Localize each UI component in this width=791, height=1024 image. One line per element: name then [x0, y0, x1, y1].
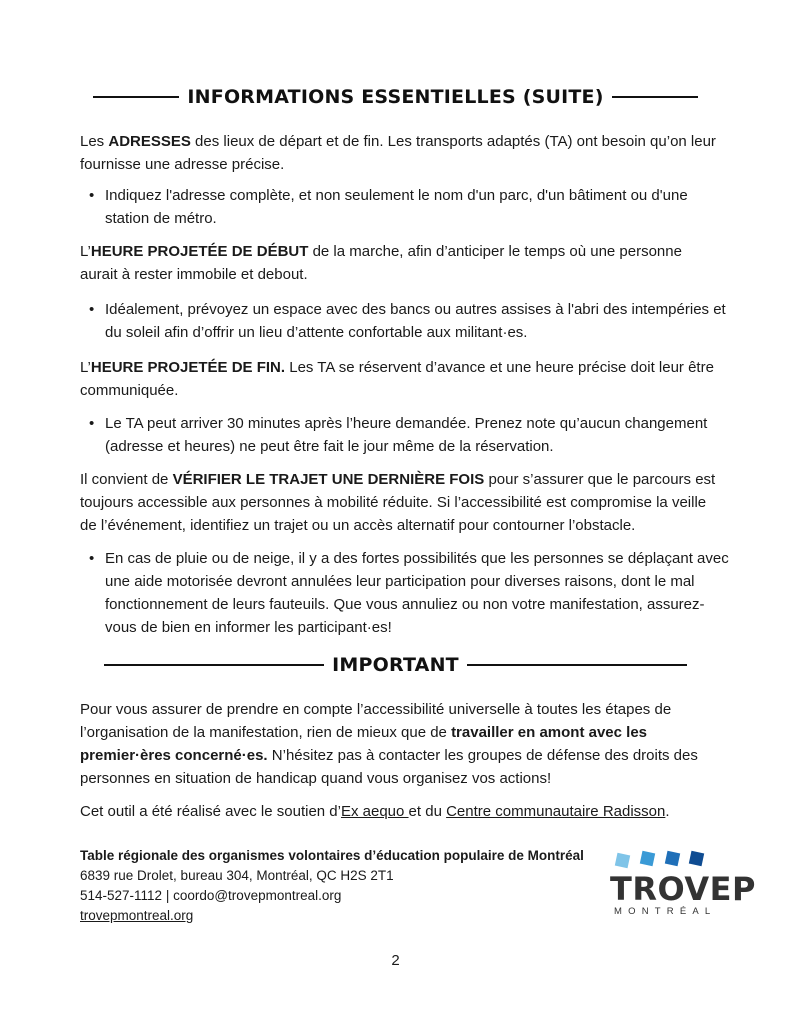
- logo-square-icon: [689, 851, 704, 866]
- addresses-bold: ADRESSES: [108, 133, 191, 150]
- heading-rule-left: [93, 96, 179, 98]
- section-heading-essentials: [80, 86, 711, 108]
- logo-square-icon: [640, 851, 655, 866]
- paragraph-end-time: L’HEURE PROJETÉE DE FIN. Les TA se réservent d’avance et une heure précise doit leur être communiquée.: [80, 359, 714, 399]
- bullet-start-time: • Idéalement, prévoyez un espace avec des bancs ou autres assises à l'abri des intempéries et du soleil afin d’offrir un lieu d’attente confortable aux militant·es.: [89, 298, 733, 344]
- footer-contact-line: 514-527-1112 | coordo@trovepmontreal.org: [80, 888, 342, 903]
- heading-rule-right: [612, 96, 698, 98]
- page-number: 2: [391, 952, 400, 969]
- section-heading-important: [80, 654, 711, 676]
- footer-contact: [80, 846, 600, 926]
- footer-org-name: Table régionale des organismes volontaires d’éducation populaire de Montréal: [80, 848, 584, 863]
- radisson-link[interactable]: Centre communautaire Radisson: [446, 803, 666, 820]
- ex-aequo-link[interactable]: Ex aequo: [340, 803, 409, 820]
- logo-subtitle: MONTRÉAL: [614, 906, 717, 917]
- trovep-logo: [606, 852, 756, 922]
- bullet-end-time: • Le TA peut arriver 30 minutes après l’heure demandée. Prenez note qu’aucun changement (adresse et heures) ne peut être fait le jour même de la réservation.: [89, 412, 733, 458]
- logo-square-icon: [665, 851, 680, 866]
- paragraph-important: Pour vous assurer de prendre en compte l’accessibilité universelle à toutes les étapes de l’organisation de la manifestation, rien de mieux que de travailler en amont avec les premier·ères concerné·es. N’hésitez pas à contacter les groupes de défense des droits des personnes en situation de handicap quand vous organisez vos actions!: [80, 701, 698, 787]
- footer-website-link[interactable]: trovepmontreal.org: [80, 908, 194, 923]
- bullet-addresses: • Indiquez l'adresse complète, et non seulement le nom d'un parc, d'un bâtiment ou d'une station de métro.: [89, 184, 733, 230]
- logo-wordmark: TROVEP: [610, 870, 756, 908]
- end-time-bold: HEURE PROJETÉE DE FIN.: [90, 359, 286, 376]
- paragraph-addresses: Les ADRESSES des lieux de départ et de fin. Les transports adaptés (TA) ont besoin qu’on leur fournisse une adresse précise.: [80, 133, 716, 173]
- heading-rule-right: [467, 664, 687, 666]
- start-time-bold: HEURE PROJETÉE DE DÉBUT: [90, 243, 309, 260]
- bullet-dot: •: [89, 415, 95, 432]
- heading-essentials-text: INFORMATIONS ESSENTIELLES (SUITE): [187, 86, 604, 108]
- heading-important-text: IMPORTANT: [332, 654, 459, 676]
- paragraph-verify: Il convient de VÉRIFIER LE TRAJET UNE DERNIÈRE FOIS pour s’assurer que le parcours est toujours accessible aux personnes à mobilité réduite. Si l’accessibilité est compromise la veille de l’événement, identifiez un trajet ou un accès alternatif pour contourner l’obstacle.: [80, 471, 716, 534]
- heading-rule-left: [104, 664, 324, 666]
- important-bold: travailler en amont avec les premier·ères concerné·es.: [80, 724, 647, 764]
- logo-square-icon: [615, 853, 630, 868]
- paragraph-start-time: L’HEURE PROJETÉE DE DÉBUT de la marche, afin d’anticiper le temps où une personne aurait à rester immobile et debout.: [80, 243, 682, 283]
- bullet-dot: •: [89, 187, 95, 204]
- verify-bold: VÉRIFIER LE TRAJET UNE DERNIÈRE FOIS: [172, 471, 485, 488]
- bullet-dot: •: [89, 301, 95, 318]
- bullet-dot: •: [89, 550, 95, 567]
- footer-address: 6839 rue Drolet, bureau 304, Montréal, QC H2S 2T1: [80, 868, 394, 883]
- paragraph-credits: Cet outil a été réalisé avec le soutien d’Ex aequo et du Centre communautaire Radisson.: [80, 803, 670, 820]
- bullet-verify: • En cas de pluie ou de neige, il y a des fortes possibilités que les personnes se déplaçant avec une aide motorisée devront annulées leur participation pour diverses raisons, dont le mal fonctionnement de leurs fauteuils. Que vous annuliez ou non votre manifestation, assurez-vous de bien en informer les participant·es!: [89, 547, 733, 639]
